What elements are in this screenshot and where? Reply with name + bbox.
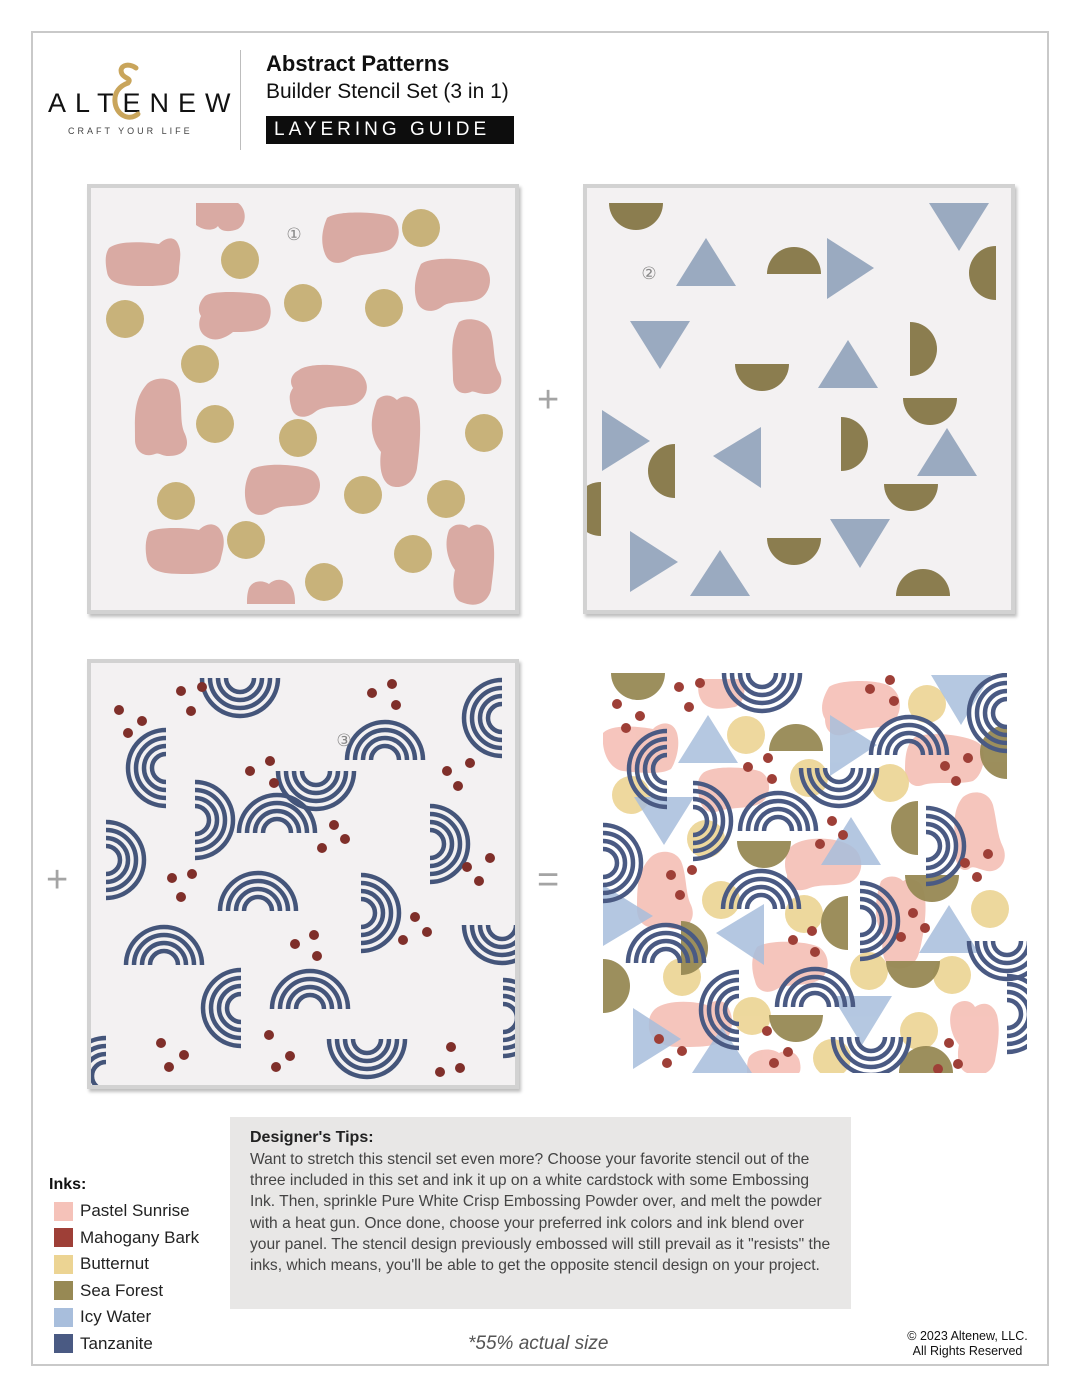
stencil-panel-2 [583, 184, 1015, 614]
stencil-2-artwork [587, 188, 1011, 610]
ink-item-sea-forest [49, 1278, 199, 1305]
brand-wordmark: ALTENEW [48, 88, 240, 118]
ink-label: Icy Water [80, 1307, 152, 1327]
rights-line: All Rights Reserved [912, 1344, 1023, 1358]
stencil-1-artwork [91, 188, 515, 610]
ink-label: Butternut [80, 1254, 149, 1274]
header-divider [240, 50, 241, 150]
tips-body: Want to stretch this stencil set even more? Choose your favorite stencil out of the three included in this set and ink it up on a white cardstock with some Embossing Ink. Then, sprinkle Pure White Crisp Embossing Powder over, and melt the powder with a heat gun. Once done, choose your preferred ink colors and ink blend over your panel. The stencil design previously embossed will still prevail as it "resists" the inks, which means, you'll be able to get the opposite stencil design on your project. [250, 1151, 831, 1275]
ink-item-tanzanite [49, 1331, 199, 1358]
butternut-swatch [54, 1255, 73, 1274]
layered-result-panel [603, 673, 1027, 1073]
stencil-panel-3 [87, 659, 519, 1089]
stencil-panel-1 [87, 184, 519, 614]
ink-item-icy-water [49, 1304, 199, 1331]
icy-water-swatch [54, 1308, 73, 1327]
layered-result-artwork [603, 673, 1027, 1073]
tanzanite-swatch [54, 1334, 73, 1353]
step-3-marker: ③ [336, 731, 352, 750]
sea-forest-swatch [54, 1281, 73, 1300]
page-subtitle: Builder Stencil Set (3 in 1) [266, 80, 509, 103]
designers-tips-box [230, 1117, 851, 1309]
pastel-sunrise-swatch [54, 1202, 73, 1221]
brand-tagline: CRAFT YOUR LIFE [68, 126, 193, 136]
ink-item-mahogany-bark [49, 1225, 199, 1252]
gold-ampersand-icon [106, 62, 146, 124]
tips-title: Designer's Tips: [250, 1129, 374, 1146]
layering-guide-badge: LAYERING GUIDE [266, 116, 514, 144]
ink-item-butternut [49, 1251, 199, 1278]
plus-sign-2: + [46, 859, 69, 901]
inks-title: Inks: [49, 1176, 87, 1193]
copyright-line: © 2023 Altenew, LLC. [907, 1329, 1028, 1343]
ink-item-pastel-sunrise [49, 1198, 199, 1225]
ink-label: Mahogany Bark [80, 1227, 200, 1247]
step-1-marker: ① [286, 225, 302, 244]
ink-label: Sea Forest [80, 1280, 164, 1300]
ink-label: Tanzanite [80, 1333, 153, 1353]
scale-note: *55% actual size [468, 1333, 609, 1354]
ink-label: Pastel Sunrise [80, 1201, 190, 1221]
altenew-logo [48, 60, 240, 150]
equals-sign: = [537, 859, 560, 901]
step-2-marker: ② [641, 264, 657, 283]
inks-legend [49, 1176, 199, 1357]
page-title: Abstract Patterns [266, 51, 450, 76]
mahogany-bark-swatch [54, 1228, 73, 1247]
plus-sign-1: + [537, 379, 560, 421]
copyright-notice [895, 1329, 1040, 1359]
stencil-3-artwork [91, 663, 515, 1085]
